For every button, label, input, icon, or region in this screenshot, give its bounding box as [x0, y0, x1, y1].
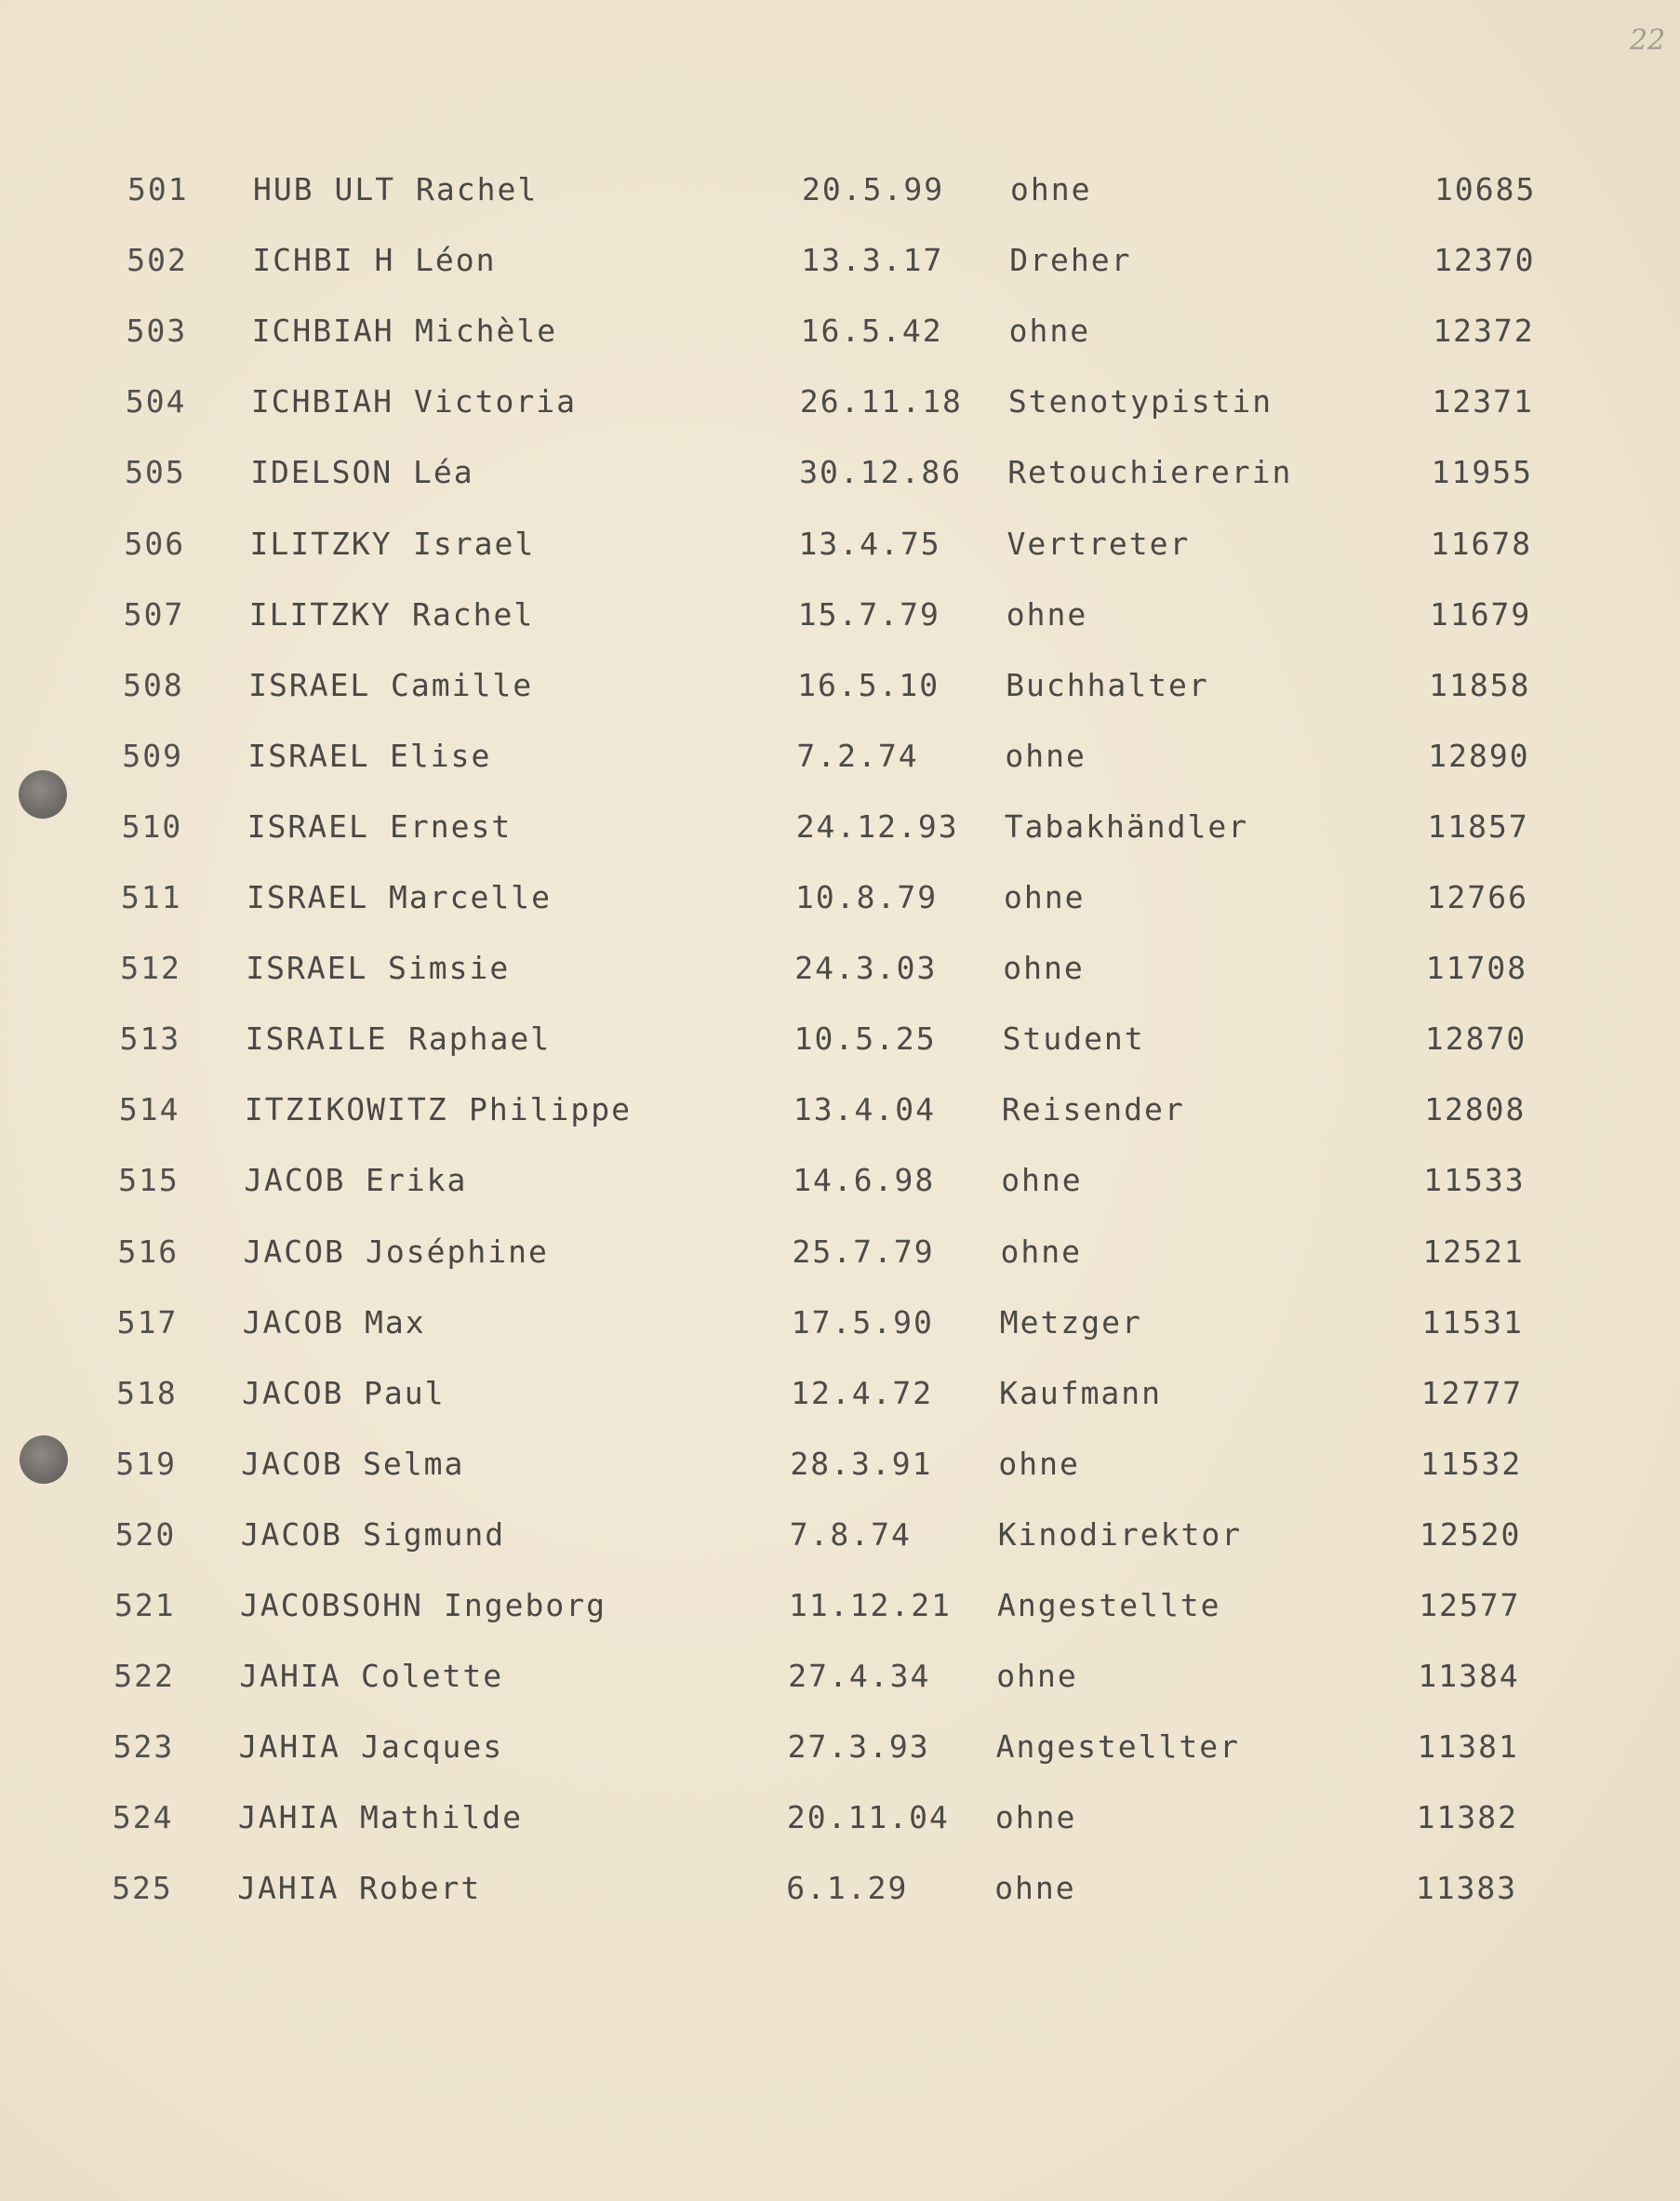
- entry-number: 506: [124, 525, 186, 562]
- birth-date: 11.12.21: [789, 1587, 952, 1623]
- reference-number: 12370: [1433, 242, 1536, 279]
- surname: ISRAEL: [248, 666, 371, 703]
- register-entry: [0, 732, 1581, 780]
- reference-number: 12777: [1420, 1374, 1524, 1411]
- surname: JAHIA: [239, 1658, 341, 1695]
- entry-number: 511: [121, 879, 182, 915]
- occupation: Kinodirektor: [997, 1515, 1243, 1553]
- surname: ISRAEL: [247, 737, 370, 774]
- occupation: ohne: [994, 1799, 1077, 1836]
- occupation: ohne: [998, 1445, 1080, 1482]
- birth-date: 26.11.18: [799, 383, 963, 420]
- reference-number: 11384: [1418, 1658, 1520, 1695]
- reference-number: 11381: [1417, 1728, 1519, 1766]
- reference-number: 12766: [1426, 879, 1528, 915]
- page-number: 22: [1630, 24, 1666, 57]
- birth-date: 16.5.42: [800, 313, 943, 350]
- birth-date: 7.2.74: [796, 737, 919, 774]
- surname: JACOB: [242, 1303, 345, 1341]
- register-entry: [0, 803, 1581, 851]
- entry-number: 522: [113, 1658, 175, 1695]
- occupation: ohne: [1001, 1162, 1083, 1199]
- birth-date: 12.4.72: [791, 1374, 934, 1411]
- given-name: Mathilde: [360, 1799, 523, 1836]
- reference-number: 11531: [1421, 1303, 1524, 1341]
- occupation: ohne: [1010, 171, 1092, 207]
- birth-date: 10.8.79: [795, 879, 939, 915]
- birth-date: 27.3.93: [787, 1728, 930, 1766]
- register-entry: [0, 1581, 1581, 1630]
- given-name: Philippe: [469, 1091, 632, 1128]
- entry-number: 516: [117, 1233, 180, 1270]
- entry-number: 512: [120, 950, 181, 987]
- reference-number: 12371: [1432, 383, 1534, 420]
- given-name: Robert: [359, 1870, 482, 1907]
- birth-date: 27.4.34: [788, 1658, 931, 1695]
- reference-number: 11679: [1429, 595, 1532, 633]
- surname: ICHBIAH: [250, 383, 393, 420]
- reference-number: 11532: [1420, 1445, 1523, 1482]
- surname: ICHBI H: [252, 242, 395, 279]
- entry-number: 523: [113, 1728, 175, 1766]
- given-name: Jacques: [361, 1728, 504, 1766]
- entry-number: 505: [125, 454, 186, 491]
- entry-number: 519: [115, 1445, 177, 1482]
- surname: ISRAILE: [245, 1020, 388, 1058]
- reference-number: 11708: [1425, 950, 1528, 987]
- entry-number: 520: [114, 1515, 177, 1553]
- given-name: Rachel: [416, 171, 539, 207]
- register-entry: [0, 307, 1581, 355]
- given-name: Camille: [391, 666, 534, 703]
- given-name: Ingeborg: [444, 1587, 607, 1623]
- birth-date: 24.3.03: [794, 950, 938, 987]
- given-name: Marcelle: [389, 879, 552, 915]
- birth-date: 20.11.04: [786, 1799, 950, 1836]
- occupation: ohne: [1003, 950, 1085, 987]
- given-name: Selma: [363, 1445, 465, 1482]
- given-name: Raphael: [408, 1020, 552, 1058]
- entry-number: 508: [123, 666, 184, 703]
- entry-number: 501: [127, 171, 189, 207]
- occupation: Tabakhändler: [1004, 807, 1249, 845]
- birth-date: 13.4.04: [793, 1091, 936, 1128]
- given-name: Erika: [366, 1162, 468, 1199]
- reference-number: 11858: [1429, 666, 1531, 703]
- entry-number: 521: [114, 1587, 176, 1623]
- birth-date: 10.5.25: [793, 1020, 937, 1058]
- occupation: ohne: [1006, 595, 1088, 633]
- surname: JAHIA: [237, 1870, 340, 1907]
- reference-number: 12890: [1428, 737, 1530, 774]
- register-entry: [0, 1794, 1581, 1842]
- given-name: Paul: [364, 1374, 446, 1411]
- surname: ISRAEL: [246, 950, 368, 987]
- birth-date: 16.5.10: [797, 666, 940, 703]
- entry-number: 513: [119, 1020, 181, 1058]
- occupation: ohne: [996, 1658, 1078, 1695]
- surname: ILITZKY: [249, 525, 393, 562]
- register-entry: [0, 1864, 1581, 1913]
- register-entry: [0, 874, 1581, 922]
- birth-date: 7.8.74: [789, 1515, 912, 1553]
- register-entry: [0, 448, 1581, 497]
- register-entry: [0, 1299, 1581, 1347]
- surname: JACOB: [243, 1233, 345, 1270]
- surname: ICHBIAH: [251, 313, 394, 350]
- birth-date: 28.3.91: [790, 1445, 933, 1482]
- birth-date: 25.7.79: [792, 1233, 935, 1270]
- surname: JACOB: [241, 1445, 343, 1482]
- register-entry: [0, 378, 1581, 426]
- birth-date: 14.6.98: [793, 1162, 936, 1199]
- occupation: Stenotypistin: [1007, 383, 1273, 420]
- reference-number: 12521: [1422, 1233, 1525, 1270]
- birth-date: 17.5.90: [791, 1303, 934, 1341]
- surname: JACOB: [244, 1162, 346, 1199]
- register-entry: [0, 1723, 1581, 1771]
- reference-number: 12808: [1424, 1091, 1527, 1128]
- entry-number: 510: [121, 807, 183, 845]
- reference-number: 11678: [1430, 525, 1533, 562]
- reference-number: 12520: [1420, 1515, 1522, 1553]
- occupation: Retouchiererin: [1007, 454, 1293, 491]
- surname: HUB ULT: [253, 171, 396, 207]
- given-name: Léon: [415, 242, 497, 279]
- birth-date: 24.12.93: [795, 807, 959, 845]
- entry-number: 507: [123, 595, 185, 633]
- register-entry: [0, 1086, 1581, 1134]
- entry-number: 503: [126, 313, 188, 350]
- entry-number: 502: [127, 242, 188, 279]
- register-entry: [0, 1440, 1581, 1488]
- surname: ILITZKY: [248, 595, 392, 633]
- birth-date: 20.5.99: [802, 171, 945, 207]
- surname: JAHIA: [238, 1728, 340, 1766]
- register-entry: [0, 1369, 1581, 1418]
- entry-number: 509: [122, 737, 183, 774]
- occupation: ohne: [1005, 737, 1087, 774]
- register-entry: [0, 1015, 1581, 1063]
- given-name: Elise: [390, 737, 492, 774]
- reference-number: 11857: [1427, 807, 1529, 845]
- reference-number: 11382: [1416, 1799, 1519, 1836]
- given-name: Rachel: [412, 595, 535, 633]
- surname: JACOBSOHN: [240, 1587, 423, 1623]
- entry-number: 504: [125, 383, 187, 420]
- given-name: Simsie: [388, 950, 511, 987]
- register-entry: [0, 166, 1581, 214]
- register-entry: [0, 1652, 1581, 1701]
- register-entry: [0, 1156, 1581, 1205]
- occupation: ohne: [994, 1870, 1076, 1907]
- birth-date: 15.7.79: [797, 595, 940, 633]
- register-entry: [0, 661, 1581, 710]
- given-name: Israel: [413, 525, 536, 562]
- given-name: Colette: [361, 1658, 504, 1695]
- entry-number: 517: [116, 1303, 179, 1341]
- surname: IDELSON: [250, 454, 393, 491]
- register-entry: [0, 1511, 1581, 1559]
- birth-date: 6.1.29: [786, 1870, 909, 1907]
- reference-number: 11533: [1423, 1162, 1526, 1199]
- occupation: Kaufmann: [999, 1374, 1163, 1411]
- given-name: Joséphine: [366, 1233, 549, 1270]
- occupation: ohne: [1004, 879, 1086, 915]
- register-entry: [0, 944, 1581, 993]
- entry-number: 525: [112, 1870, 173, 1907]
- occupation: Vertreter: [1007, 525, 1191, 562]
- birth-date: 13.4.75: [798, 525, 941, 562]
- occupation: Buchhalter: [1006, 666, 1209, 703]
- entry-number: 518: [116, 1374, 178, 1411]
- surname: JAHIA: [237, 1799, 340, 1836]
- reference-number: 12372: [1433, 313, 1535, 350]
- occupation: Angestellte: [997, 1587, 1221, 1623]
- occupation: Student: [1002, 1020, 1145, 1058]
- given-name: Victoria: [414, 383, 577, 420]
- entry-number: 514: [118, 1091, 180, 1128]
- given-name: Ernest: [390, 807, 513, 845]
- entry-number: 524: [112, 1799, 174, 1836]
- occupation: Dreher: [1009, 242, 1132, 279]
- surname: ITZIKOWITZ: [244, 1091, 448, 1128]
- occupation: Angestellter: [995, 1728, 1241, 1766]
- given-name: Sigmund: [363, 1515, 506, 1553]
- reference-number: 12870: [1424, 1020, 1527, 1058]
- register-entry: [0, 236, 1581, 285]
- surname: ISRAEL: [247, 807, 369, 845]
- birth-date: 30.12.86: [799, 454, 963, 491]
- given-name: Léa: [413, 454, 474, 491]
- occupation: ohne: [1000, 1233, 1082, 1270]
- reference-number: 12577: [1419, 1587, 1521, 1623]
- occupation: Reisender: [1001, 1091, 1185, 1128]
- reference-number: 11955: [1431, 454, 1533, 491]
- register-entry: [0, 520, 1581, 568]
- surname: JACOB: [240, 1515, 343, 1553]
- given-name: Michèle: [415, 313, 558, 350]
- given-name: Max: [365, 1303, 426, 1341]
- birth-date: 13.3.17: [801, 242, 944, 279]
- occupation: Metzger: [999, 1303, 1142, 1341]
- entry-number: 515: [118, 1162, 180, 1199]
- register-entry: [0, 1228, 1581, 1276]
- register-entry: [0, 591, 1581, 639]
- surname: ISRAEL: [247, 879, 369, 915]
- surname: JACOB: [242, 1374, 344, 1411]
- occupation: ohne: [1008, 313, 1091, 350]
- reference-number: 11383: [1415, 1870, 1518, 1907]
- reference-number: 10685: [1434, 171, 1537, 207]
